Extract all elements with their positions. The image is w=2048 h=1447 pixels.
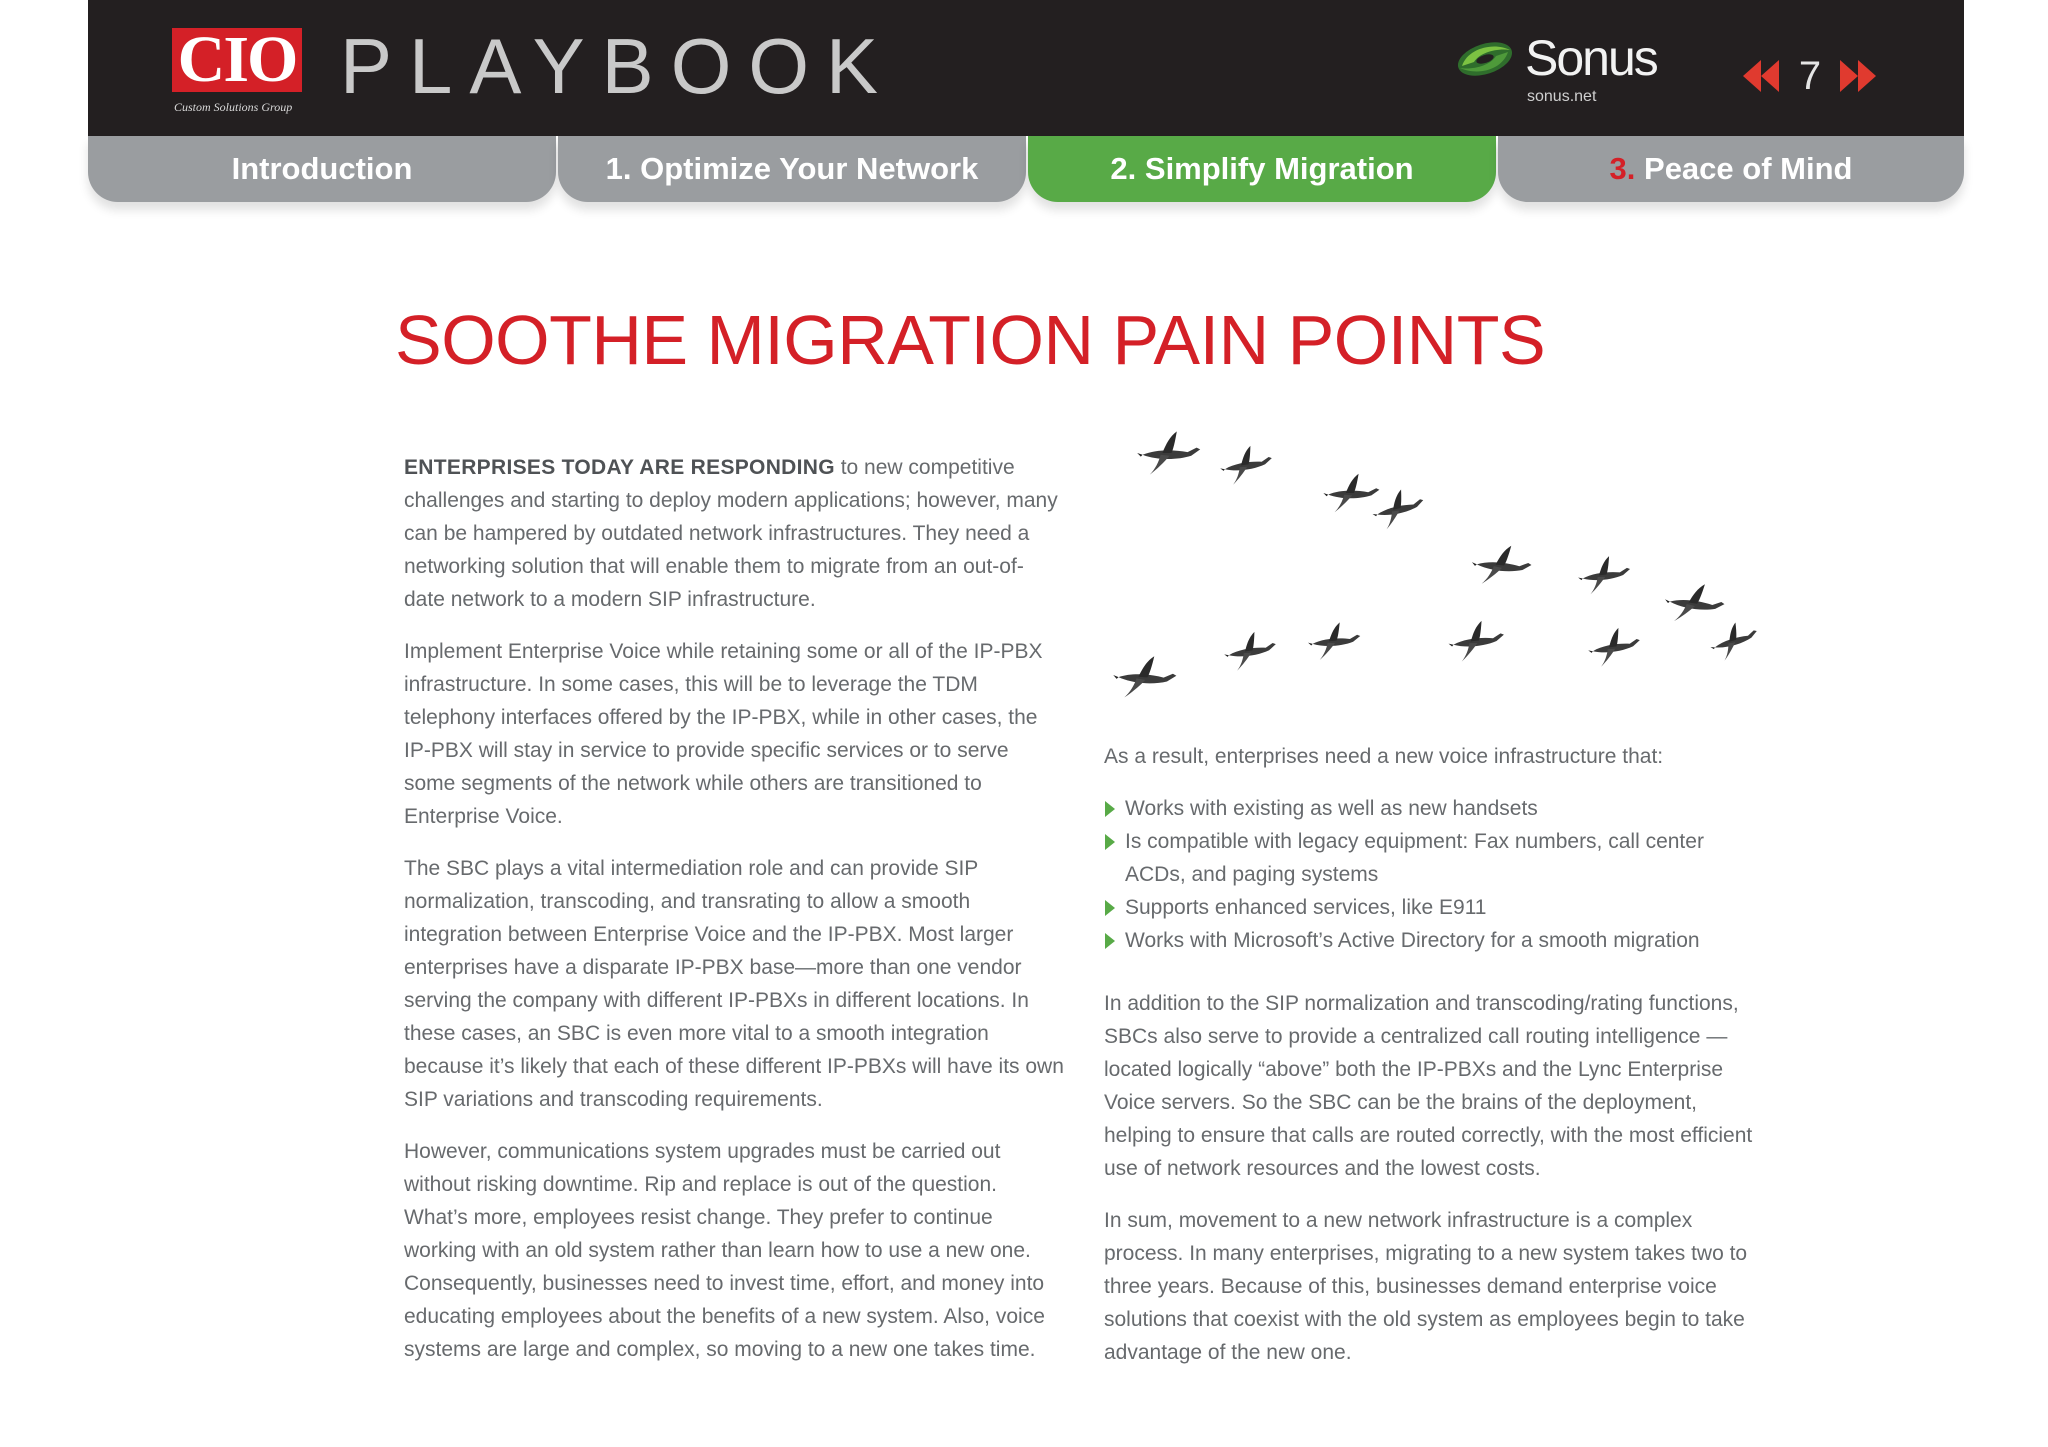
right-column	[1104, 740, 1764, 1388]
list-item-text: Works with existing as well as new handsets	[1125, 797, 1538, 820]
list-item-text: Supports enhanced services, like E911	[1125, 896, 1487, 919]
list-item-text: Works with Microsoft’s Active Directory for a smooth migration	[1125, 929, 1700, 952]
paragraph: Implement Enterprise Voice while retaining some or all of the IP-PBX infrastructure. In some cases, this will be to leverage the TDM telephony interfaces offered by the IP-PBX, while in other cases, the IP-PBX will stay in service to provide specific services or to serve some segments of the network while others are transitioned to Enterprise Voice.	[404, 640, 1043, 828]
header-bar	[88, 0, 1964, 136]
paragraph: The SBC plays a vital intermediation role and can provide SIP normalization, transcoding, and transrating to allow a smooth integration between Enterprise Voice and the IP-PBX. Most larger enterprises have a disparate IP-PBX base—more than one vendor serving the company with different IP-PBXs in different locations. In these cases, an SBC is even more vital to a smooth integration because it’s likely that each of these different IP-PBXs will have its own SIP variations and transcoding requirements.	[404, 857, 1064, 1111]
paragraph: However, communications system upgrades must be carried out without risking downtime. Rip and replace is out of the question. What’s more, employees resist change. They prefer to continue working with an old system rather than learn how to use a new one. Consequently, businesses need to invest time, effort, and money into educating employees about the benefits of a new system. Also, voice systems are large and complex, so moving to a new one takes time.	[404, 1140, 1045, 1361]
bullet-arrow-icon	[1105, 900, 1115, 916]
list-item-text: Is compatible with legacy equipment: Fax numbers, call center ACDs, and paging systems	[1125, 830, 1704, 886]
tab-label: Peace of Mind	[1635, 151, 1853, 186]
cio-logo-subtitle: Custom Solutions Group	[174, 100, 293, 114]
page-title: SOOTHE MIGRATION PAIN POINTS	[395, 301, 1546, 379]
page-number: 7	[1798, 54, 1822, 98]
paragraph: As a result, enterprises need a new voice infrastructure that:	[1104, 745, 1664, 768]
section-tabs	[88, 136, 1964, 202]
bullet-arrow-icon	[1105, 834, 1115, 850]
sonus-wordmark[interactable]: Sonus	[1525, 30, 1657, 86]
paragraph	[404, 451, 1064, 616]
paragraph-text: to new competitive challenges and starting to deploy modern applications; however, many can be hampered by outdated network infrastructures. They need a networking solution that will enable them to migrate from an out-of-date network to a modern SIP infrastructure.	[404, 456, 1058, 611]
paragraph: In addition to the SIP normalization and transcoding/rating functions, SBCs also serve to provide a centralized call routing intelligence — located logically “above” both the IP-PBXs and the Lync Enterprise Voice servers. So the SBC can be the brains of the deployment, helping to ensure that calls are routed correctly, with the most efficient use of network resources and the lowest costs.	[1104, 992, 1753, 1180]
bullet-arrow-icon	[1105, 801, 1115, 817]
playbook-title: PLAYBOOK	[340, 22, 896, 110]
sonus-swirl-icon	[1454, 36, 1516, 82]
flying-geese-image	[1104, 425, 1764, 715]
left-column	[404, 451, 1064, 1385]
next-page-icon[interactable]	[1838, 60, 1876, 92]
tab-peace-of-mind[interactable]	[1498, 136, 1964, 202]
list-item	[1104, 825, 1764, 891]
cio-logo[interactable]: CIO	[172, 28, 302, 92]
tab-introduction[interactable]: Introduction	[88, 136, 556, 202]
tab-simplify-migration[interactable]: 2. Simplify Migration	[1028, 136, 1496, 202]
tab-optimize-network[interactable]: 1. Optimize Your Network	[558, 136, 1026, 202]
previous-page-icon[interactable]	[1743, 60, 1781, 92]
sonus-url[interactable]: sonus.net	[1527, 88, 1597, 105]
tab-number: 3.	[1609, 151, 1636, 186]
lead-in: ENTERPRISES TODAY ARE RESPONDING	[404, 456, 835, 479]
list-item	[1104, 891, 1764, 924]
list-item	[1104, 792, 1764, 825]
requirements-list	[1104, 792, 1764, 957]
list-item	[1104, 924, 1764, 957]
paragraph: In sum, movement to a new network infrastructure is a complex process. In many enterprises, migrating to a new system takes two to three years. Because of this, businesses demand enterprise voice solutions that coexist with the old system as employees begin to take advantage of the new one.	[1104, 1209, 1748, 1364]
bullet-arrow-icon	[1105, 933, 1115, 949]
